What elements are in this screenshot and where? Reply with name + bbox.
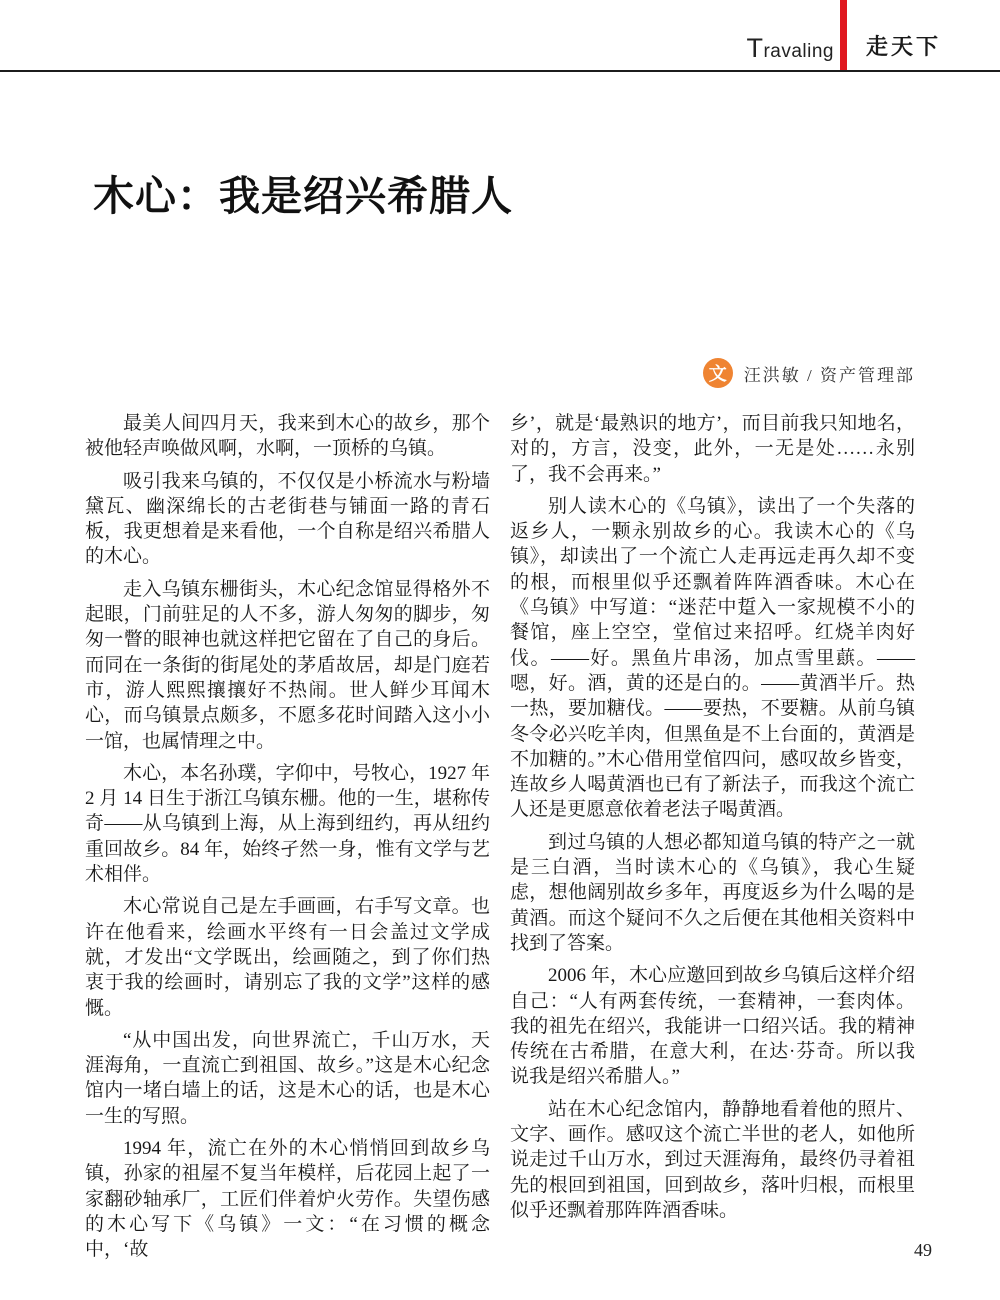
left-column [85, 411, 490, 1270]
page-header [0, 0, 1000, 72]
paragraph: 别人读木心的《乌镇》，读出了一个失落的返乡人，一颗永别故乡的心。我读木心的《乌镇》，却读出了一个流亡人走再远走再久却不变的根，而根里似乎还飘着阵阵酒香味。木心在《乌镇》中写道：“迷茫中踅入一家规模不小的餐馆，座上空空，堂倌过来招呼。红烧羊肉好伐。——好。黑鱼片串汤，加点雪里蕻。——嗯，好。酒，黄的还是白的。——黄酒半斤。热一热，要加糖伐。——要热，不要糖。从前乌镇冬令必兴吃羊肉，但黑鱼是不上台面的，黄酒是不加糖的。”木心借用堂倌四问，感叹故乡皆变，连故乡人喝黄酒也已有了新法子，而我这个流亡人还是更愿意依着老法子喝黄酒。 [510, 495, 915, 821]
page-number: 49 [914, 1240, 932, 1260]
author-wen-icon: 文 [703, 358, 733, 388]
paragraph: 1994 年，流亡在外的木心悄悄回到故乡乌镇，孙家的祖屋不复当年模样，后花园上起了一家翻砂轴承厂，工匠们伴着炉火劳作。失望伤感的木心写下《乌镇》一文：“在习惯的概念中，‘故 [85, 1138, 490, 1261]
paragraph: 最美人间四月天，我来到木心的故乡，那个被他轻声唤做风啊，水啊，一顶桥的乌镇。 [85, 413, 490, 460]
paragraph: “从中国出发，向世界流亡，千山万水，天涯海角，一直流亡到祖国、故乡。”这是木心纪念馆内一堵白墙上的话，这是木心的话，也是木心一生的写照。 [85, 1029, 490, 1127]
paragraph: 2006 年，木心应邀回到故乡乌镇后这样介绍自己：“人有两套传统，一套精神，一套肉体。我的祖先在绍兴，我能讲一口绍兴话。我的精神传统在古希腊，在意大利，在达·芬奇。所以我说我是绍兴希腊人。” [510, 965, 915, 1088]
paragraph: 走入乌镇东栅街头，木心纪念馆显得格外不起眼，门前驻足的人不多，游人匆匆的脚步，匆匆一瞥的眼神也就这样把它留在了自己的身后。而同在一条街的街尾处的茅盾故居，却是门庭若市，游人熙熙攘攘好不热闹。世人鲜少耳闻木心，而乌镇景点颇多，不愿多花时间踏入这小小一馆，也属情理之中。 [85, 578, 490, 752]
byline [703, 358, 915, 388]
paragraph: 木心，本名孙璞，字仰中，号牧心，1927 年 2 月 14 日生于浙江乌镇东栅。他的一生，堪称传奇——从乌镇到上海，从上海到纽约，再从纽约重回故乡。84 年，始终孑然一身，惟有文学与艺术相伴。 [85, 762, 490, 886]
paragraph: 站在木心纪念馆内，静静地看着他的照片、文字、画作。感叹这个流亡半世的老人，如他所说走过千山万水，到过天涯海角，最终仍寻着祖先的根回到祖国，回到故乡，落叶归根，而根里似乎还飘着那阵阵酒香味。 [510, 1098, 915, 1221]
article-title: 木心：我是绍兴希腊人 [93, 173, 513, 219]
magazine-name-initial: T [746, 33, 764, 63]
right-column [510, 411, 915, 1270]
paragraph: 到过乌镇的人想必都知道乌镇的特产之一就是三白酒，当时读木心的《乌镇》，我心生疑虑，想他阔别故乡多年，再度返乡为什么喝的是黄酒。而这个疑问不久之后便在其他相关资料中找到了答案。 [510, 831, 915, 954]
magazine-name-rest: ravaling [763, 41, 834, 62]
paragraph: 吸引我来乌镇的，不仅仅是小桥流水与粉墙黛瓦、幽深绵长的古老街巷与铺面一路的青石板，我更想着是来看他，一个自称是绍兴希腊人的木心。 [85, 470, 490, 568]
magazine-name [746, 33, 834, 63]
paragraph-continuation: 乡’，就是‘最熟识的地方’，而目前我只知地名，对的，方言，没变，此外，一无是处……永别了，我不会再来。” [510, 413, 915, 485]
paragraph: 木心常说自己是左手画画，右手写文章。也许在他看来，绘画水平终有一日会盖过文学成就，才发出“文学既出，绘画随之，到了你们热衷于我的绘画时，请别忘了我的文学”这样的感慨。 [85, 896, 490, 1019]
article-body [85, 411, 915, 1270]
header-accent-bar [840, 0, 847, 70]
byline-text: 汪洪敏 / 资产管理部 [743, 365, 915, 385]
section-title: 走天下 [866, 34, 942, 59]
